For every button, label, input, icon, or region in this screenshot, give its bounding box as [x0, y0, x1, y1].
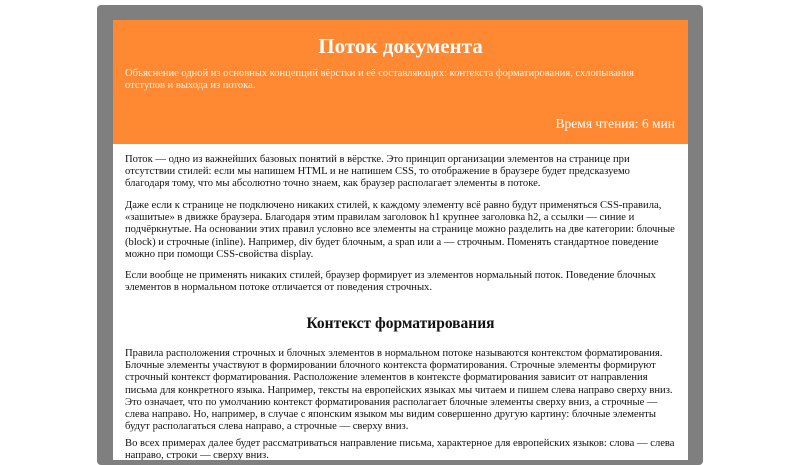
reading-time: Время чтения: 6 мин — [555, 116, 675, 131]
paragraph: Даже если к странице не подключено никаких стилей, к каждому элементу всё равно будут применяться CSS-правила, «зашитые» в движке браузера. Благодаря этим правилам заголовок h1 крупнее заголовка h2, а ссылки — синие и подчёркнутые. На основании этих правил условно все элементы на странице можно разделить на две категории: блочные (block) и строчные (inline). Например, div будет блочным, а span или a — строчным. Поменять стандартное поведение можно при помощи CSS-свойства display. — [125, 200, 675, 260]
article — [113, 20, 688, 460]
paragraph: Поток — одно из важнейших базовых понятий в вёрстке. Это принцип организации элементов на странице при отсутствии стилей: если мы напишем HTML и не напишем CSS, то отображение в браузере будет предсказуемо благодаря тому, что мы абсолютно точно знаем, как браузер располагает элементы в потоке. — [125, 154, 630, 190]
article-subtitle: Объяснение одной из основных концепций вёрстки и её составляющих: контекста форматирования, схлопывания отступов и выхода из потока. — [125, 68, 634, 91]
paragraph: Во всех примерах далее будет рассматриваться направление письма, характерное для европейских языков: слова — слева направо, строки — сверху вниз. — [125, 438, 675, 460]
paragraph: Правила расположения строчных и блочных элементов в нормальном потоке называются контекстом форматирования. Блочные элементы участвуют в формировании блочного контекста форматирования. Строчные элементы формируют строчный контекст форматирования. Расположение элементов в контексте форматирования зависит от направления письма для конкретного языка. Например, тексты на европейских языках мы читаем и пишем слева направо сверху вниз. Это означает, что по умолчанию контекст форматирования располагает блочные элементы сверху вниз, а строчные — слева направо. Но, например, в случае с японским языком мы видим совершенно другую картину: блочные элементы будут располагаться слева направо, а строчные — сверху вниз. — [125, 348, 673, 433]
section-heading: Контекст форматирования — [306, 315, 495, 332]
paragraph: Если вообще не применять никаких стилей, браузер формирует из элементов нормальный поток. Поведение блочных элементов в нормальном потоке отличается от поведения строчных. — [125, 270, 656, 294]
article-header — [113, 20, 688, 144]
page-title: Поток документа — [318, 34, 483, 58]
